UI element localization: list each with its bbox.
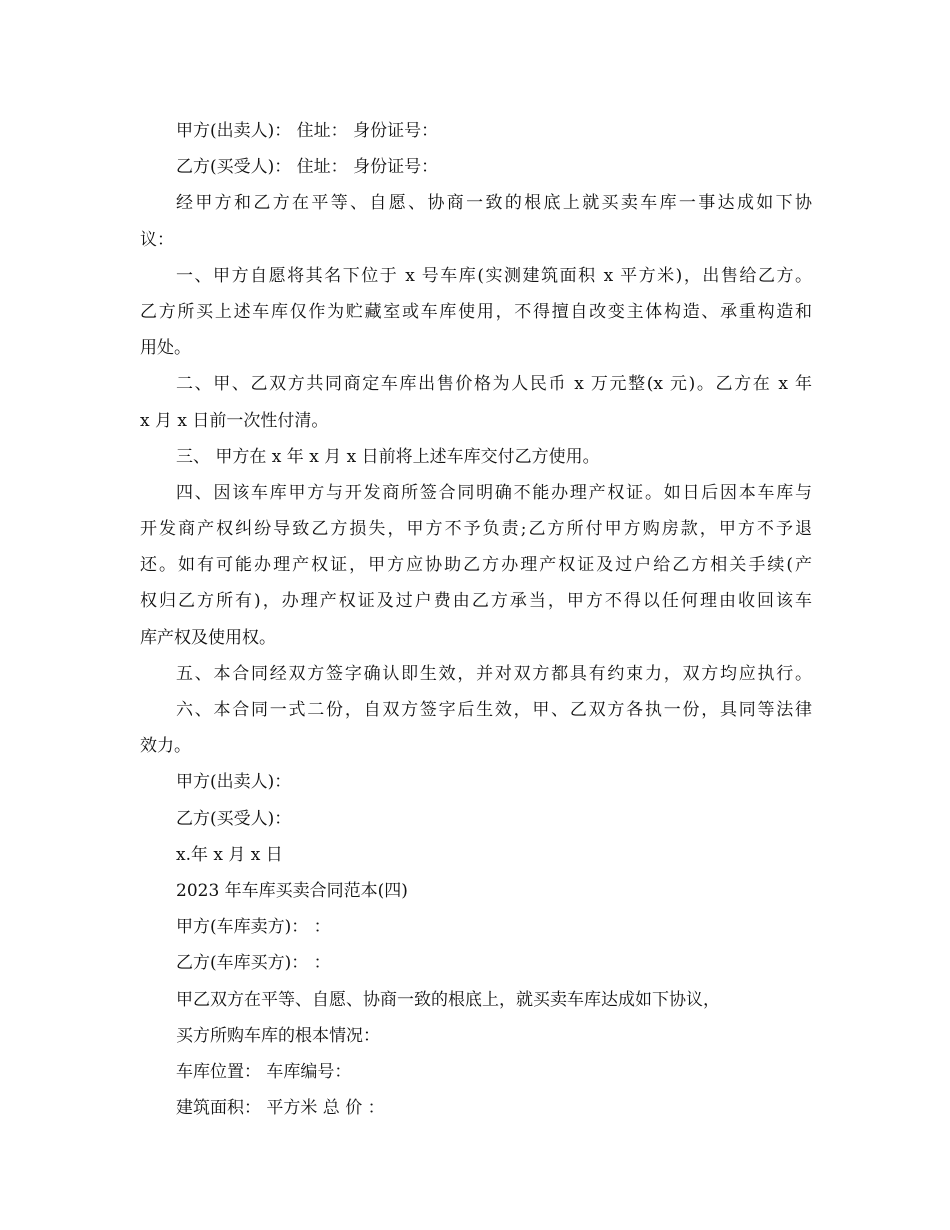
clause-4-line: 四、因该车库甲方与开发商所签合同明确不能办理产权证。如日后因本车库与 (176, 482, 812, 503)
clause-4-line: 权归乙方所有)，办理产权证及过户费由乙方承当，甲方不得以任何理由收回该车 (140, 591, 812, 612)
clause-4-line: 开发商产权纠纷导致乙方损失，甲方不予负责;乙方所付甲方购房款，甲方不予退 (140, 519, 812, 540)
garage-location-line: 车库位置： 车库编号： (176, 1061, 352, 1082)
preamble-line: 经甲方和乙方在平等、自愿、协商一致的根底上就买卖车库一事达成如下协 (176, 193, 812, 214)
seller-info-line: 甲方(出卖人)： 住址： 身份证号： (176, 121, 439, 141)
contract-text (140, 113, 812, 1126)
garage-seller-line: 甲方(车库卖方)： ： (176, 917, 331, 938)
buyer-info-line: 乙方(买受人)： 住址： 身份证号： (176, 157, 439, 178)
buyer-signature-line: 乙方(买受人)： (176, 808, 292, 829)
clause-4-line: 还。如有可能办理产权证，甲方应协助乙方办理产权证及过户给乙方相关手续(产 (140, 555, 812, 576)
date-line: x.年 x 月 x 日 (176, 844, 283, 865)
clause-1-line: 乙方所买上述车库仅作为贮藏室或车库使用，不得擅自改变主体构造、承重构造和 (140, 301, 812, 322)
section-title: 2023 年车库买卖合同范本(四) (176, 880, 408, 901)
clause-6-line: 效力。 (140, 736, 191, 757)
clause-5-line: 五、本合同经双方签字确认即生效，并对双方都具有约束力，双方均应执行。 (176, 663, 812, 684)
seller-signature-line: 甲方(出卖人)： (176, 772, 292, 793)
clause-3-line: 三、 甲方在 x 年 x 月 x 日前将上述车库交付乙方使用。 (176, 446, 600, 467)
clause-1-line: 用处。 (140, 338, 191, 359)
clause-2-line: x 月 x 日前一次性付清。 (140, 410, 329, 431)
clause-2-line: 二、甲、乙双方共同商定车库出售价格为人民币 x 万元整(x 元)。乙方在 x 年 (176, 374, 812, 395)
clause-1-line: 一、甲方自愿将其名下位于 x 号车库(实测建筑面积 x 平方米)，出售给乙方。 (176, 265, 812, 286)
garage-basics-heading: 买方所购车库的根本情况： (176, 1025, 380, 1046)
garage-buyer-line: 乙方(车库买方)： ： (176, 953, 331, 974)
garage-area-line: 建筑面积： 平方米 总 价 ： (176, 1098, 385, 1119)
clause-4-line: 库产权及使用权。 (140, 627, 276, 648)
preamble-line: 议： (140, 229, 174, 250)
clause-6-line: 六、本合同一式二份，自双方签字后生效，甲、乙双方各执一份，具同等法律 (176, 700, 812, 720)
agreement-intro-line: 甲乙双方在平等、自愿、协商一致的根底上，就买卖车库达成如下协议， (176, 989, 720, 1010)
